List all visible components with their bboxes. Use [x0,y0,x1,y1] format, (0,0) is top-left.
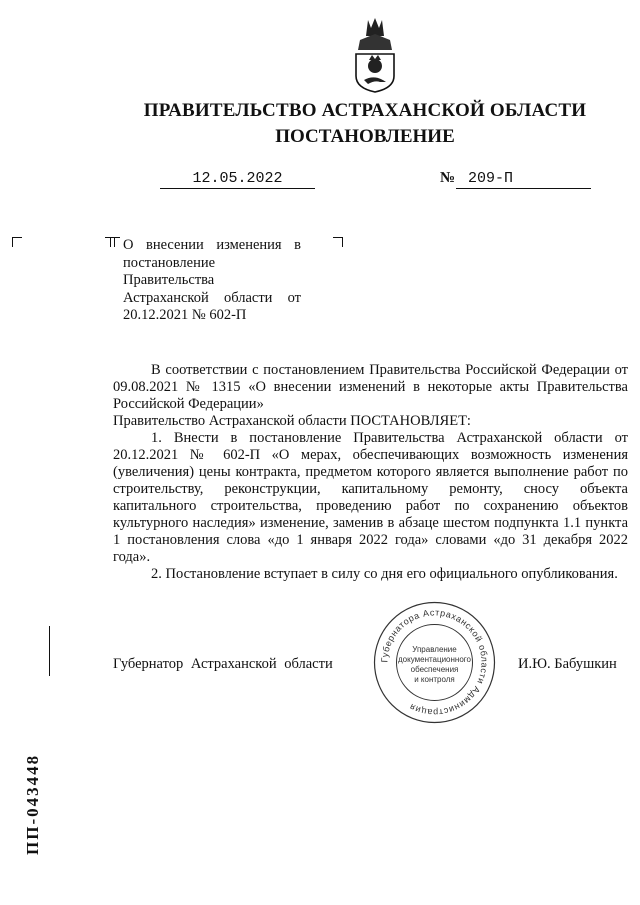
resolution-clause: Правительство Астраханской области ПОСТАНОВЛЯЕТ: [113,413,471,429]
item-1-paragraph: 1. Внести в постановление Правительства Астраханской области от 20.12.2021 № 602-П «О мерах, обеспечивающих возможность изменения (увеличения) цены контракта, предметом которого является выполнение работ по строительству, реконструкции, капитальному ремонту, сносу объекта капитального строительства, проведению работ по сохранению объектов культурного наследия» изменение, заменив в абзаце шестом подпункта 1.1 пункта 1 постановления слова «до 1 января 2022 года» словами «до 31 декабря 2022 года». [113,430,628,565]
document-date: 12.05.2022 [160,170,315,189]
stamp-ring-text: Губернатора Астраханской области Администрация [379,607,490,718]
serial-number-text: ПП-043448 [23,753,42,855]
preamble-paragraph: В соответствии с постановлением Правительства Российской Федерации от 09.08.2021 № 1315 «О внесении изменений в некоторые акты Правительства Российской Федерации» [113,362,628,412]
coat-of-arms-emblem [350,14,400,94]
signatory-name: И.Ю. Бабушкин [518,656,617,672]
corner-mark-inner-left [110,237,120,247]
stamp-center-line-4: и контроля [414,675,455,684]
organization-title: ПРАВИТЕЛЬСТВО АСТРАХАНСКОЙ ОБЛАСТИ [143,100,587,121]
corner-mark-right [333,237,343,247]
document-body [113,362,628,583]
stamp-center-line-2: документационного [398,655,471,664]
item-2-paragraph: 2. Постановление вступает в силу со дня его официального опубликования. [151,566,618,582]
margin-line [49,626,50,676]
document-number: 209-П [456,170,591,189]
official-stamp [372,600,497,725]
document-subject: О внесении изменения в постановление Правительства Астраханской области от 20.12.2021 № 602-П [123,237,301,323]
corner-mark-left [12,237,22,247]
serial-number [16,735,46,855]
number-sign: № [440,170,456,186]
stamp-center-line-1: Управление [412,645,457,654]
stamp-center-line-3: обеспечения [410,665,459,674]
signatory-role: Губернатор Астраханской области [113,656,333,672]
document-type-title: ПОСТАНОВЛЕНИЕ [275,126,455,147]
